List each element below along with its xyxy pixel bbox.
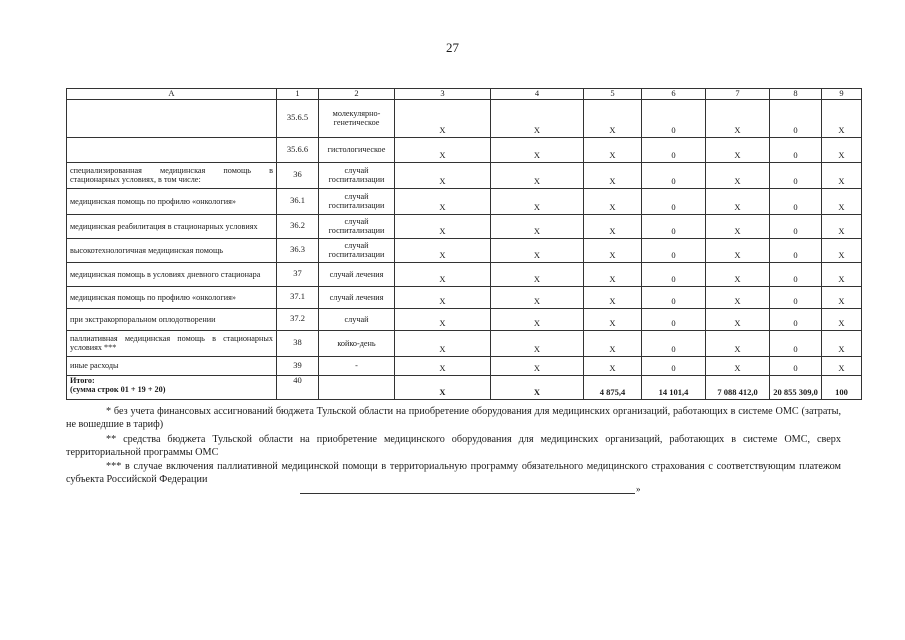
- row-number: 38: [277, 330, 319, 356]
- total-value: 4 875,4: [584, 375, 642, 399]
- row-value: Х: [822, 308, 862, 330]
- row-unit: случай: [319, 308, 395, 330]
- row-name: при экстракорпоральном оплодотворении: [67, 308, 277, 330]
- row-value: Х: [491, 162, 584, 188]
- row-value: Х: [706, 137, 770, 162]
- row-value: 0: [770, 238, 822, 262]
- table-row: [67, 162, 862, 188]
- row-value: Х: [395, 137, 491, 162]
- row-value: 0: [770, 356, 822, 375]
- total-row: [67, 375, 862, 399]
- row-value: Х: [822, 286, 862, 308]
- row-name: медицинская помощь по профилю «онкология»: [67, 188, 277, 214]
- row-value: 0: [642, 286, 706, 308]
- total-value: Х: [491, 375, 584, 399]
- row-number: 37: [277, 262, 319, 286]
- row-value: Х: [706, 162, 770, 188]
- table-row: [67, 214, 862, 238]
- row-value: Х: [491, 99, 584, 137]
- row-value: Х: [822, 188, 862, 214]
- row-name: паллиативная медицинская помощь в стационарных условиях ***: [67, 330, 277, 356]
- row-value: 0: [642, 238, 706, 262]
- row-value: Х: [491, 330, 584, 356]
- row-value: 0: [642, 356, 706, 375]
- row-value: 0: [642, 162, 706, 188]
- row-value: Х: [395, 238, 491, 262]
- row-value: 0: [642, 188, 706, 214]
- row-value: 0: [770, 286, 822, 308]
- row-value: Х: [822, 238, 862, 262]
- row-value: Х: [395, 308, 491, 330]
- row-number: 36.2: [277, 214, 319, 238]
- row-unit: случай лечения: [319, 262, 395, 286]
- table-row: [67, 238, 862, 262]
- row-value: Х: [822, 262, 862, 286]
- row-name: [67, 137, 277, 162]
- row-value: Х: [395, 188, 491, 214]
- row-value: Х: [584, 308, 642, 330]
- row-value: 0: [770, 188, 822, 214]
- row-value: Х: [491, 356, 584, 375]
- row-value: Х: [491, 238, 584, 262]
- row-number: 35.6.6: [277, 137, 319, 162]
- footnote-2: ** средства бюджета Тульской области на приобретение медицинского оборудования для медицинских организаций, работающих в системе ОМС, сверх территориальной программы ОМС: [66, 434, 841, 459]
- row-unit: случай госпитализации: [319, 238, 395, 262]
- table-row: [67, 99, 862, 137]
- row-value: Х: [706, 238, 770, 262]
- row-name: специализированная медицинская помощь в стационарных условиях, в том числе:: [67, 162, 277, 188]
- row-number: 36.3: [277, 238, 319, 262]
- row-number: 39: [277, 356, 319, 375]
- total-value: Х: [395, 375, 491, 399]
- row-name: иные расходы: [67, 356, 277, 375]
- row-value: Х: [584, 330, 642, 356]
- row-number: 36.1: [277, 188, 319, 214]
- row-value: Х: [491, 137, 584, 162]
- row-value: 0: [770, 262, 822, 286]
- row-value: Х: [706, 99, 770, 137]
- row-value: Х: [822, 99, 862, 137]
- budget-table: [66, 88, 862, 400]
- row-unit: гистологическое: [319, 137, 395, 162]
- row-value: Х: [395, 356, 491, 375]
- row-name: медицинская реабилитация в стационарных условиях: [67, 214, 277, 238]
- row-name: высокотехнологичная медицинская помощь: [67, 238, 277, 262]
- row-value: Х: [491, 214, 584, 238]
- row-unit: койко-день: [319, 330, 395, 356]
- header-cell: 3: [395, 89, 491, 100]
- row-value: Х: [395, 262, 491, 286]
- row-value: 0: [770, 137, 822, 162]
- table-body: [67, 89, 862, 400]
- total-value: 20 855 309,0: [770, 375, 822, 399]
- header-cell: 6: [642, 89, 706, 100]
- row-value: 0: [770, 330, 822, 356]
- row-value: 0: [642, 262, 706, 286]
- row-value: Х: [395, 214, 491, 238]
- row-value: 0: [770, 214, 822, 238]
- row-unit: молекулярно-генетическое: [319, 99, 395, 137]
- row-value: Х: [395, 162, 491, 188]
- total-title: Итого:: [70, 375, 95, 385]
- row-value: Х: [491, 286, 584, 308]
- row-value: Х: [395, 286, 491, 308]
- row-value: Х: [822, 162, 862, 188]
- row-value: Х: [584, 99, 642, 137]
- table-row: [67, 356, 862, 375]
- row-value: Х: [491, 262, 584, 286]
- footnote-1: * без учета финансовых ассигнований бюджета Тульской области на приобретение оборудования для медицинских организаций, работающих в системе ОМС (затраты, не вошедшие в тариф): [66, 406, 841, 431]
- row-value: Х: [706, 262, 770, 286]
- closing-line: [300, 493, 635, 494]
- row-value: Х: [706, 356, 770, 375]
- row-name: [67, 99, 277, 137]
- row-unit: случай лечения: [319, 286, 395, 308]
- row-value: 0: [642, 137, 706, 162]
- row-value: Х: [395, 99, 491, 137]
- total-value: 7 088 412,0: [706, 375, 770, 399]
- header-cell: 1: [277, 89, 319, 100]
- row-value: Х: [584, 238, 642, 262]
- row-name: медицинская помощь по профилю «онкология»: [67, 286, 277, 308]
- table-row: [67, 330, 862, 356]
- header-cell: 7: [706, 89, 770, 100]
- row-value: 0: [642, 99, 706, 137]
- row-number: 37.1: [277, 286, 319, 308]
- header-cell: 8: [770, 89, 822, 100]
- row-unit: случай госпитализации: [319, 188, 395, 214]
- row-value: Х: [584, 162, 642, 188]
- total-value: 100: [822, 375, 862, 399]
- header-cell: 2: [319, 89, 395, 100]
- row-value: 0: [770, 99, 822, 137]
- header-cell: 4: [491, 89, 584, 100]
- row-unit: -: [319, 356, 395, 375]
- table-row: [67, 286, 862, 308]
- row-value: Х: [822, 137, 862, 162]
- table-row: [67, 137, 862, 162]
- row-value: 0: [770, 162, 822, 188]
- total-value: 14 101,4: [642, 375, 706, 399]
- total-number: 40: [277, 375, 319, 399]
- row-value: Х: [822, 214, 862, 238]
- row-value: Х: [584, 356, 642, 375]
- table-row: [67, 188, 862, 214]
- total-formula: (сумма строк 01 + 19 + 20): [70, 385, 166, 395]
- closing-quote: »: [636, 484, 641, 494]
- row-number: 36: [277, 162, 319, 188]
- row-value: Х: [706, 286, 770, 308]
- row-value: Х: [584, 286, 642, 308]
- total-label: [67, 375, 277, 399]
- row-value: Х: [706, 188, 770, 214]
- row-value: 0: [642, 330, 706, 356]
- row-value: Х: [491, 188, 584, 214]
- row-value: Х: [491, 308, 584, 330]
- row-value: Х: [584, 188, 642, 214]
- table-row: [67, 308, 862, 330]
- footnote-3: *** в случае включения паллиативной медицинской помощи в территориальную программу обязательного медицинского страхования с соответствующим платежом субъекта Российской Федерации: [66, 461, 841, 486]
- row-number: 35.6.5: [277, 99, 319, 137]
- row-value: Х: [706, 330, 770, 356]
- page-number: 27: [446, 40, 459, 55]
- header-cell: 9: [822, 89, 862, 100]
- row-value: Х: [584, 262, 642, 286]
- row-value: Х: [584, 137, 642, 162]
- total-unit: [319, 375, 395, 399]
- row-value: Х: [822, 330, 862, 356]
- row-unit: случай госпитализации: [319, 162, 395, 188]
- row-value: Х: [822, 356, 862, 375]
- row-value: Х: [395, 330, 491, 356]
- header-cell: 5: [584, 89, 642, 100]
- row-name: медицинская помощь в условиях дневного стационара: [67, 262, 277, 286]
- row-unit: случай госпитализации: [319, 214, 395, 238]
- row-value: 0: [642, 214, 706, 238]
- header-cell: А: [67, 89, 277, 100]
- table-row: [67, 262, 862, 286]
- row-value: Х: [584, 214, 642, 238]
- row-value: 0: [642, 308, 706, 330]
- row-value: Х: [706, 214, 770, 238]
- row-number: 37.2: [277, 308, 319, 330]
- header-row: [67, 89, 862, 100]
- row-value: 0: [770, 308, 822, 330]
- row-value: Х: [706, 308, 770, 330]
